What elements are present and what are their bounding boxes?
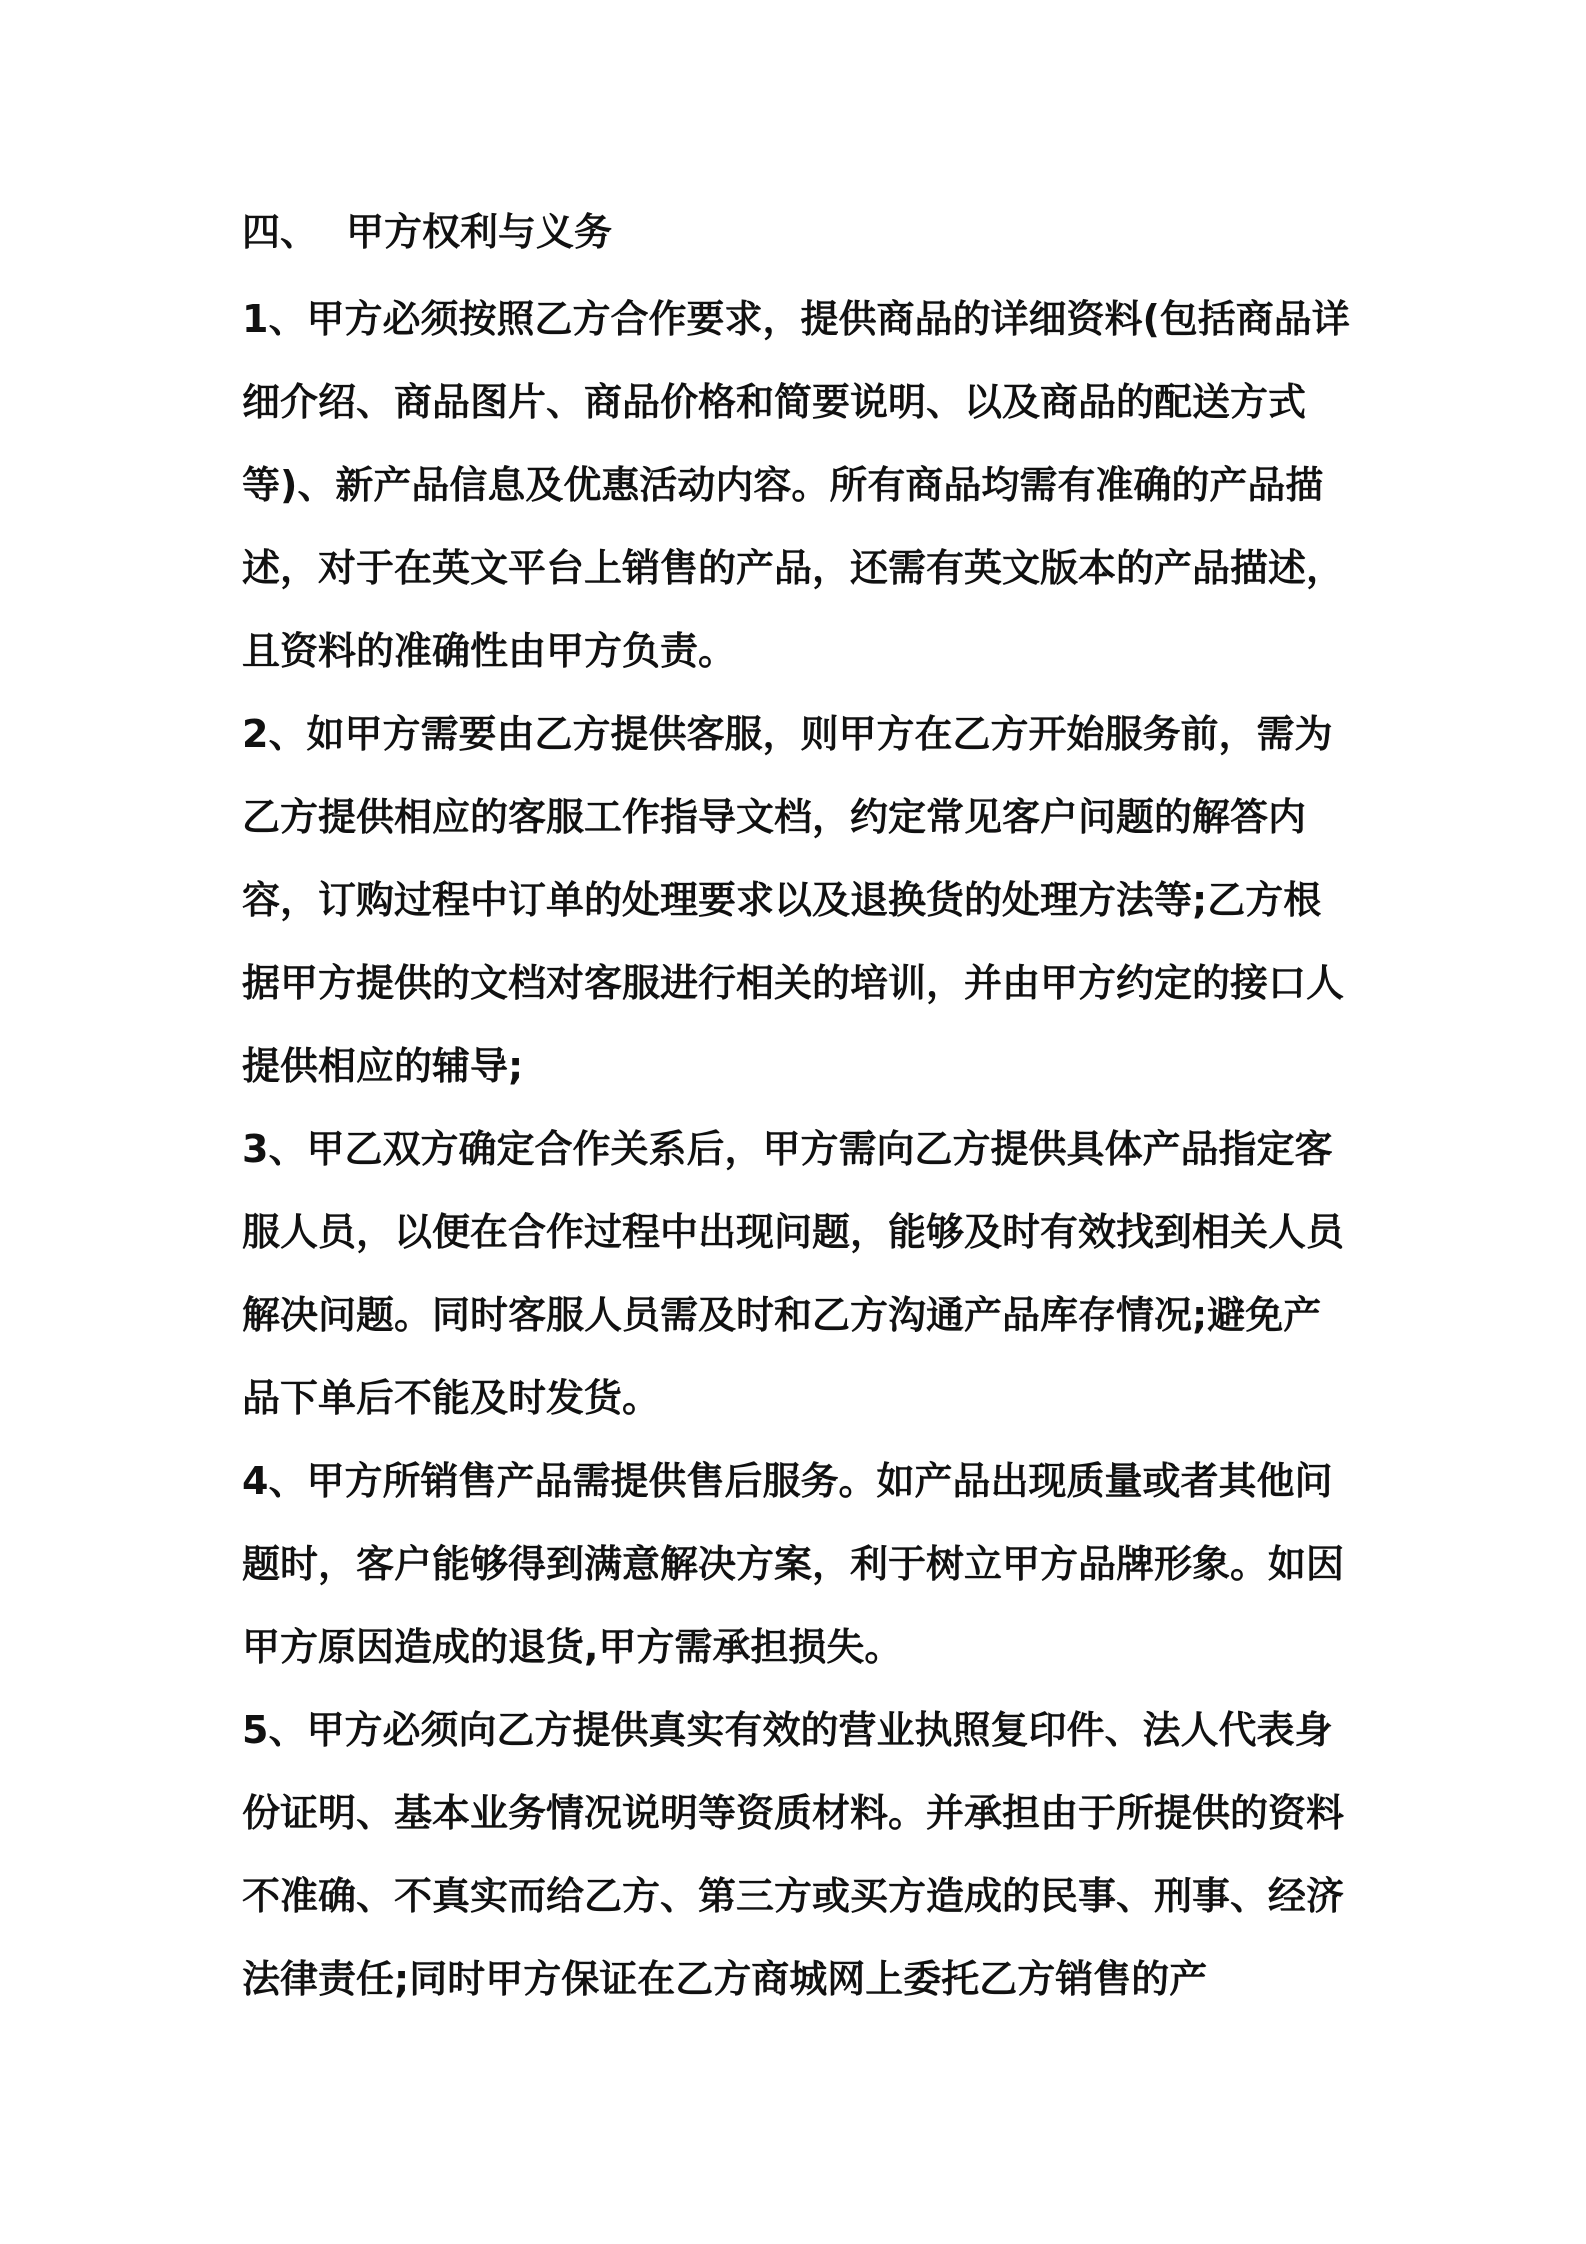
document-body [242, 196, 1354, 2021]
paragraph-4: 4、甲方所销售产品需提供售后服务。如产品出现质量或者其他问题时，客户能够得到满意解决方案，利于树立甲方品牌形象。如因甲方原因造成的退货,甲方需承担损失。 [242, 1459, 1345, 1669]
section-heading [242, 196, 1354, 268]
paragraph-1: 1、甲方必须按照乙方合作要求，提供商品的详细资料(包括商品详细介绍、商品图片、商品价格和简要说明、以及商品的配送方式等)、新产品信息及优惠活动内容。所有商品均需有准确的产品描述，对于在英文平台上销售的产品，还需有英文版本的产品描述，且资料的准确性由甲方负责。 [242, 297, 1350, 673]
paragraph-5: 5、甲方必须向乙方提供真实有效的营业执照复印件、法人代表身份证明、基本业务情况说明等资质材料。并承担由于所提供的资料不准确、不真实而给乙方、第三方或买方造成的民事、刑事、经济法律责任;同时甲方保证在乙方商城网上委托乙方销售的产 [242, 1708, 1345, 2001]
paragraph-2: 2、如甲方需要由乙方提供客服，则甲方在乙方开始服务前，需为乙方提供相应的客服工作指导文档，约定常见客户问题的解答内容，订购过程中订单的处理要求以及退换货的处理方法等;乙方根据甲方提供的文档对客服进行相关的培训，并由甲方约定的接口人提供相应的辅导; [242, 712, 1345, 1088]
section-number: 四、 [242, 210, 319, 254]
section-title: 甲方权利与义务 [346, 210, 613, 254]
paragraph-3: 3、甲乙双方确定合作关系后，甲方需向乙方提供具体产品指定客服人员，以便在合作过程中出现问题，能够及时有效找到相关人员解决问题。同时客服人员需及时和乙方沟通产品库存情况;避免产品下单后不能及时发货。 [242, 1127, 1345, 1420]
